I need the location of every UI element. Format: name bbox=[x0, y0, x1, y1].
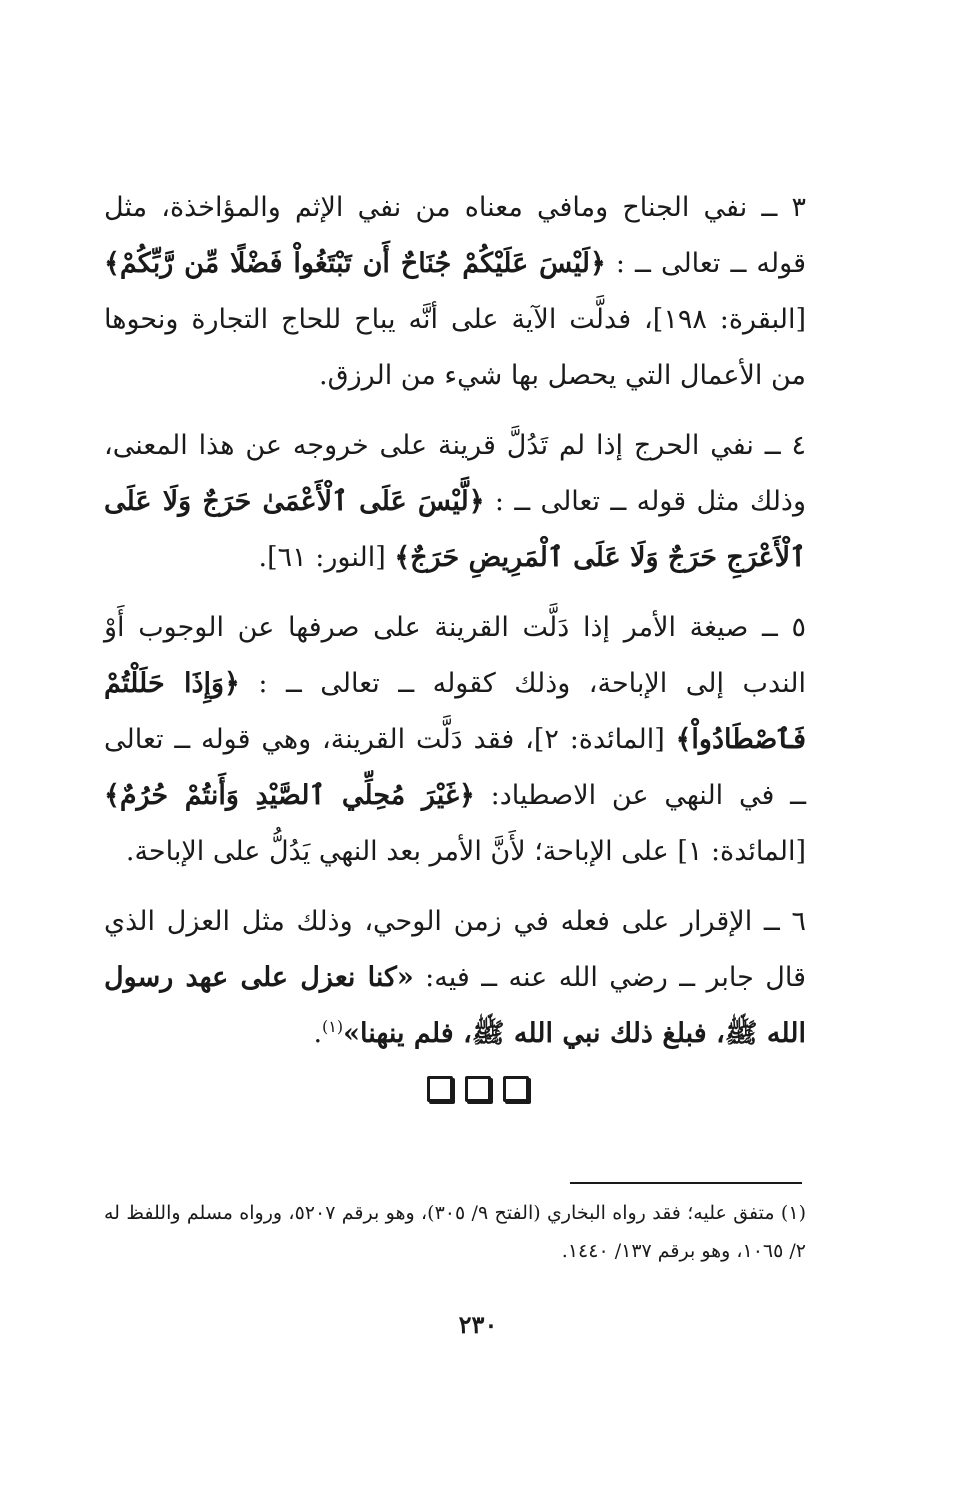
paragraph-6-approval bbox=[104, 894, 806, 1062]
paragraph-text: [المائدة: ١] على الإباحة؛ لأَنَّ الأمر بعد النهي يَدُلُّ على الإباحة. bbox=[125, 836, 806, 867]
paragraph-text: [البقرة: ١٩٨]، فدلَّت الآية على أنَّه يباح للحاج التجارة ونحوها من الأعمال التي يحصل بها شيء من الرزق. bbox=[104, 304, 806, 391]
paragraph-4-no-hardship bbox=[104, 418, 806, 586]
square-ornament-icon bbox=[427, 1076, 453, 1102]
footnote-divider bbox=[570, 1182, 802, 1184]
footnote-1: (١) متفق عليه؛ فقد رواه البخاري (الفتح ٩/ ٣٠٥)، وهو برقم ٥٢٠٧، ورواه مسلم واللفظ له ٢/ ١٠٦٥، وهو برقم ١٣٧/ ١٤٤٠. bbox=[104, 1202, 806, 1262]
page-number: ٢٣٠ bbox=[458, 1310, 498, 1339]
footnote-reference[interactable]: (١) bbox=[322, 1017, 344, 1036]
paragraph-5-command-form bbox=[104, 600, 806, 880]
paragraph-3-no-blame bbox=[104, 180, 806, 404]
paragraph-text: . bbox=[313, 1018, 323, 1049]
section-separator-icon bbox=[0, 1076, 956, 1106]
quran-verse: ﴿غَيْرَ مُحِلِّي ٱلصَّيْدِ وَأَنتُمْ حُرُمٌ﴾ bbox=[104, 780, 475, 811]
footnotes bbox=[104, 1194, 806, 1270]
paragraph-text: ٥ ــ صيغة الأمر إذا دَلَّت القرينة على صرفها عن الوجوب أَوْ الندب إلى الإباحة، وذلك كقوله ــ تعالى ــ : bbox=[104, 612, 806, 699]
paragraph-text: ٣ ــ نفي الجناح ومافي معناه من نفي الإثم والمؤاخذة، مثل قوله ــ تعالى ــ : bbox=[104, 192, 806, 279]
hadith-quote: «كنا نعزل على عهد رسول الله ﷺ، فبلغ ذلك نبي الله ﷺ، فلم ينهنا» bbox=[104, 962, 806, 1049]
quran-verse: ﴿لَّيْسَ عَلَى ٱلْأَعْمَىٰ حَرَجٌ وَلَا عَلَى ٱلْأَعْرَجِ حَرَجٌ وَلَا عَلَى ٱلْمَرِيضِ حَرَجٌ﴾ bbox=[104, 486, 806, 573]
quran-verse: ﴿وَإِذَا حَلَلْتُمْ فَٱصْطَادُواْ﴾ bbox=[104, 668, 806, 755]
paragraph-text: ٦ ــ الإقرار على فعله في زمن الوحي، وذلك مثل العزل الذي قال جابر ــ رضي الله عنه ــ فيه: bbox=[104, 906, 807, 993]
paragraph-text: [المائدة: ٢]، فقد دَلَّت القرينة، وهي قوله ــ تعالى ــ في النهي عن الاصطياد: bbox=[104, 724, 806, 811]
square-ornament-icon bbox=[465, 1076, 491, 1102]
main-text bbox=[104, 180, 806, 1076]
paragraph-text: ٤ ــ نفي الحرج إذا لم تَدُلَّ قرينة على خروجه عن هذا المعنى، وذلك مثل قوله ــ تعالى ــ : bbox=[104, 430, 806, 517]
square-ornament-icon bbox=[503, 1076, 529, 1102]
quran-verse: ﴿لَيْسَ عَلَيْكُمْ جُنَاحٌ أَن تَبْتَغُواْ فَضْلًا مِّن رَّبِّكُمْ﴾ bbox=[104, 248, 606, 279]
paragraph-text: [النور: ٦١]. bbox=[258, 542, 395, 573]
